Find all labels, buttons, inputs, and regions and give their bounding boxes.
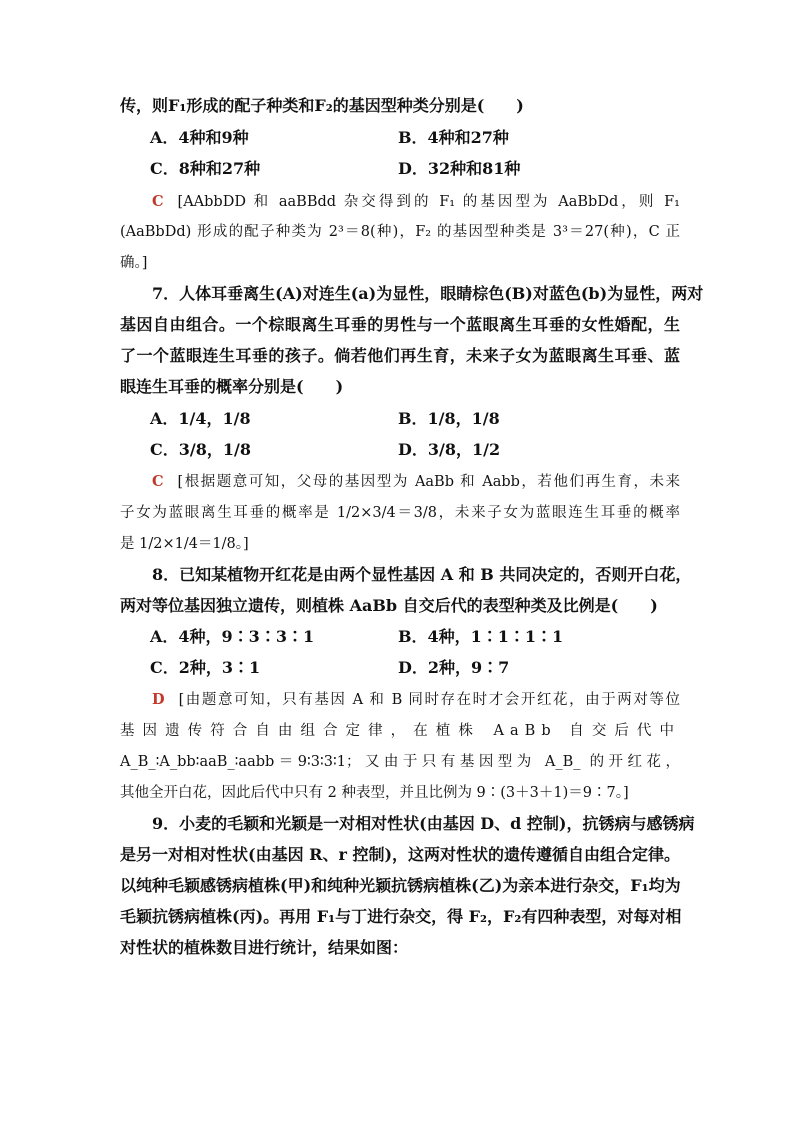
q8-option-c: C．2种，3∶1	[150, 658, 261, 677]
q6-explanation-line-2: (AaBbDd) 形成的配子种类为 2³＝8(种)，F₂ 的基因型种类是 3³＝27(种)，C 正	[120, 224, 680, 240]
q8-option-a: A．4种，9∶3∶3∶1	[150, 627, 315, 646]
q8-stem-line-1: 8．已知某植物开红花是由两个显性基因 A 和 B 共同决定的，否则开白花，	[152, 565, 692, 584]
q6-option-d: D．32种和81种	[398, 159, 521, 178]
q9-stem-line-1: 9．小麦的毛颖和光颖是一对相对性状(由基因 D、d 控制)，抗锈病与感锈病	[152, 814, 695, 833]
q7-explanation-line-1: C [根据题意可知，父母的基因型为 AaBb 和 Aabb，若他们再生育，未来	[152, 473, 680, 490]
q6-explanation-line-3: 确。]	[120, 255, 148, 271]
q7-stem-line-1: 7．人体耳垂离生(A)对连生(a)为显性，眼睛棕色(B)对蓝色(b)为显性，两对	[152, 284, 704, 303]
q7-option-d: D．3/8，1/2	[398, 440, 501, 459]
q8-explanation-line-4: 其他全开白花，因此后代中只有 2 种表型，并且比例为 9∶(3＋3＋1)＝9∶7。]	[120, 785, 629, 801]
q9-stem-line-5: 对性状的植株数目进行统计，结果如图：	[120, 938, 409, 957]
q8-answer-key: D	[152, 691, 165, 708]
q8-stem-line-2: 两对等位基因独立遗传，则植株 AaBb 自交后代的表型种类及比例是( )	[120, 596, 658, 615]
q9-stem-line-4: 毛颖抗锈病植株(丙)。再用 F₁与丁进行杂交，得 F₂，F₂有四种表型，对每对相	[120, 907, 682, 926]
q8-option-b: B．4种，1∶1∶1∶1	[398, 627, 564, 646]
q8-explanation-line-3: A_B_∶A_bb∶aaB_∶aabb＝9∶3∶3∶1；又由于只有基因型为 A_B_ 的开红花，	[120, 754, 680, 770]
q6-option-b: B．4种和27种	[398, 128, 509, 147]
q7-answer-key: C	[152, 473, 164, 490]
q8-option-d: D．2种，9∶7	[398, 658, 510, 677]
q7-stem-line-4: 眼连生耳垂的概率分别是( )	[120, 377, 344, 396]
q6-explanation-line-1: C [AAbbDD 和 aaBBdd 杂交得到的 F₁ 的基因型为 AaBbDd，则 F₁	[152, 193, 680, 210]
q7-stem-line-2: 基因自由组合。一个棕眼离生耳垂的男性与一个蓝眼离生耳垂的女性婚配，生	[120, 315, 680, 334]
q6-option-a: A．4种和9种	[150, 128, 249, 147]
q9-stem-line-2: 是另一对相对性状(由基因 R、r 控制)，这两对性状的遗传遵循自由组合定律。	[120, 845, 681, 864]
q9-stem-line-3: 以纯种毛颖感锈病植株(甲)和纯种光颖抗锈病植株(乙)为亲本进行杂交，F₁均为	[120, 876, 681, 895]
q7-option-a: A．1/4，1/8	[150, 409, 251, 428]
q6-stem-end: 传，则F₁形成的配子种类和F₂的基因型种类分别是( )	[120, 96, 524, 115]
q6-answer-key: C	[152, 193, 164, 210]
q6-option-c: C．8种和27种	[150, 159, 261, 178]
q7-explanation-line-3: 是 1/2×1/4＝1/8。]	[120, 536, 249, 552]
q7-explanation-line-2: 子女为蓝眼离生耳垂的概率是 1/2×3/4＝3/8，未来子女为蓝眼连生耳垂的概率	[120, 505, 680, 521]
q7-stem-line-3: 了一个蓝眼连生耳垂的孩子。倘若他们再生育，未来子女为蓝眼离生耳垂、蓝	[120, 346, 680, 365]
q7-option-c: C．3/8，1/8	[150, 440, 251, 459]
q7-option-b: B．1/8，1/8	[398, 409, 500, 428]
q8-explanation-line-2: 基因遗传符合自由组合定律，在植株 AaBb 自交后代中	[120, 723, 680, 739]
q8-explanation-line-1: D [由题意可知，只有基因 A 和 B 同时存在时才会开红花，由于两对等位	[152, 691, 680, 708]
